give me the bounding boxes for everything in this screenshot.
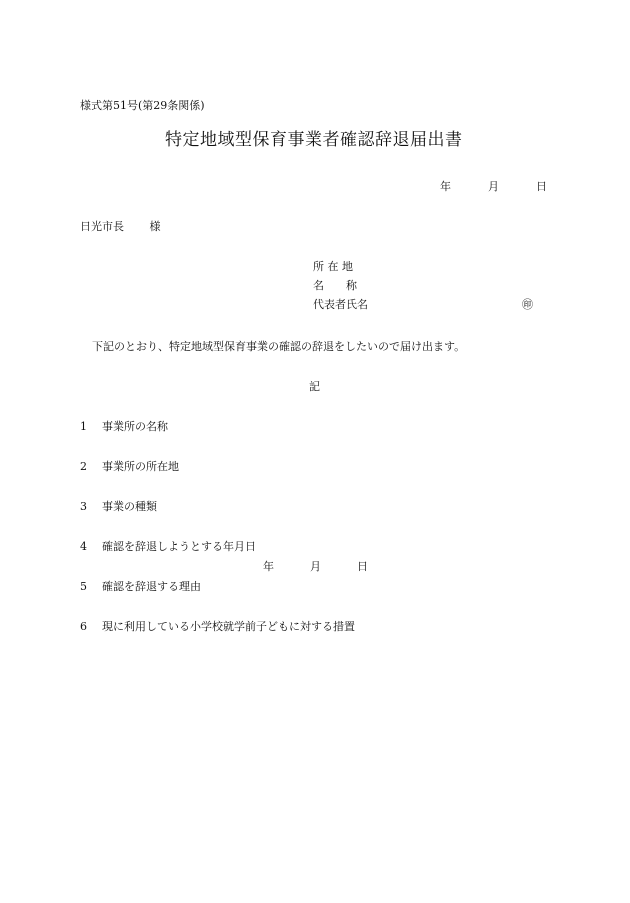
list-item [80,418,168,434]
item-text: 事業所の名称 [102,420,168,433]
applicant-name-label: 名 称 [313,279,357,292]
item4-date-day: 日 [357,560,368,573]
applicant-location-label: 所 在 地 [313,260,353,273]
list-item [80,618,355,634]
item-text: 事業所の所在地 [102,460,179,473]
item-number: 2 [80,460,87,473]
item-text: 確認を辞退する理由 [102,580,201,593]
item-number: 5 [80,580,87,593]
list-item [80,458,179,474]
item-number: 6 [80,620,87,633]
item-text: 確認を辞退しようとする年月日 [102,540,256,553]
item-number: 1 [80,420,87,433]
item-text: 現に利用している小学校就学前子どもに対する措置 [102,620,355,633]
header-date-day: 日 [536,180,547,193]
addressee-honorific: 様 [149,220,161,233]
item4-date-month: 月 [310,560,321,573]
item-number: 3 [80,500,87,513]
header-date-year: 年 [440,180,451,193]
applicant-representative-label: 代表者氏名 [313,298,368,311]
item4-date-year: 年 [263,560,274,573]
body-text: 下記のとおり、特定地域型保育事業の確認の辞退をしたいので届け出ます。 [92,340,466,353]
header-date-month: 月 [488,180,499,193]
list-item [80,578,201,594]
list-item [80,498,157,514]
item-number: 4 [80,540,87,553]
list-item [80,538,256,554]
document-title: 特定地域型保育事業者確認辞退届出書 [165,130,463,150]
addressee [80,218,161,234]
ki-heading: 記 [309,380,320,393]
addressee-name: 日光市長 [80,220,124,233]
item-text: 事業の種類 [102,500,157,513]
form-number: 様式第51号(第29条関係) [80,99,205,112]
seal-mark: ㊞ [522,298,533,311]
